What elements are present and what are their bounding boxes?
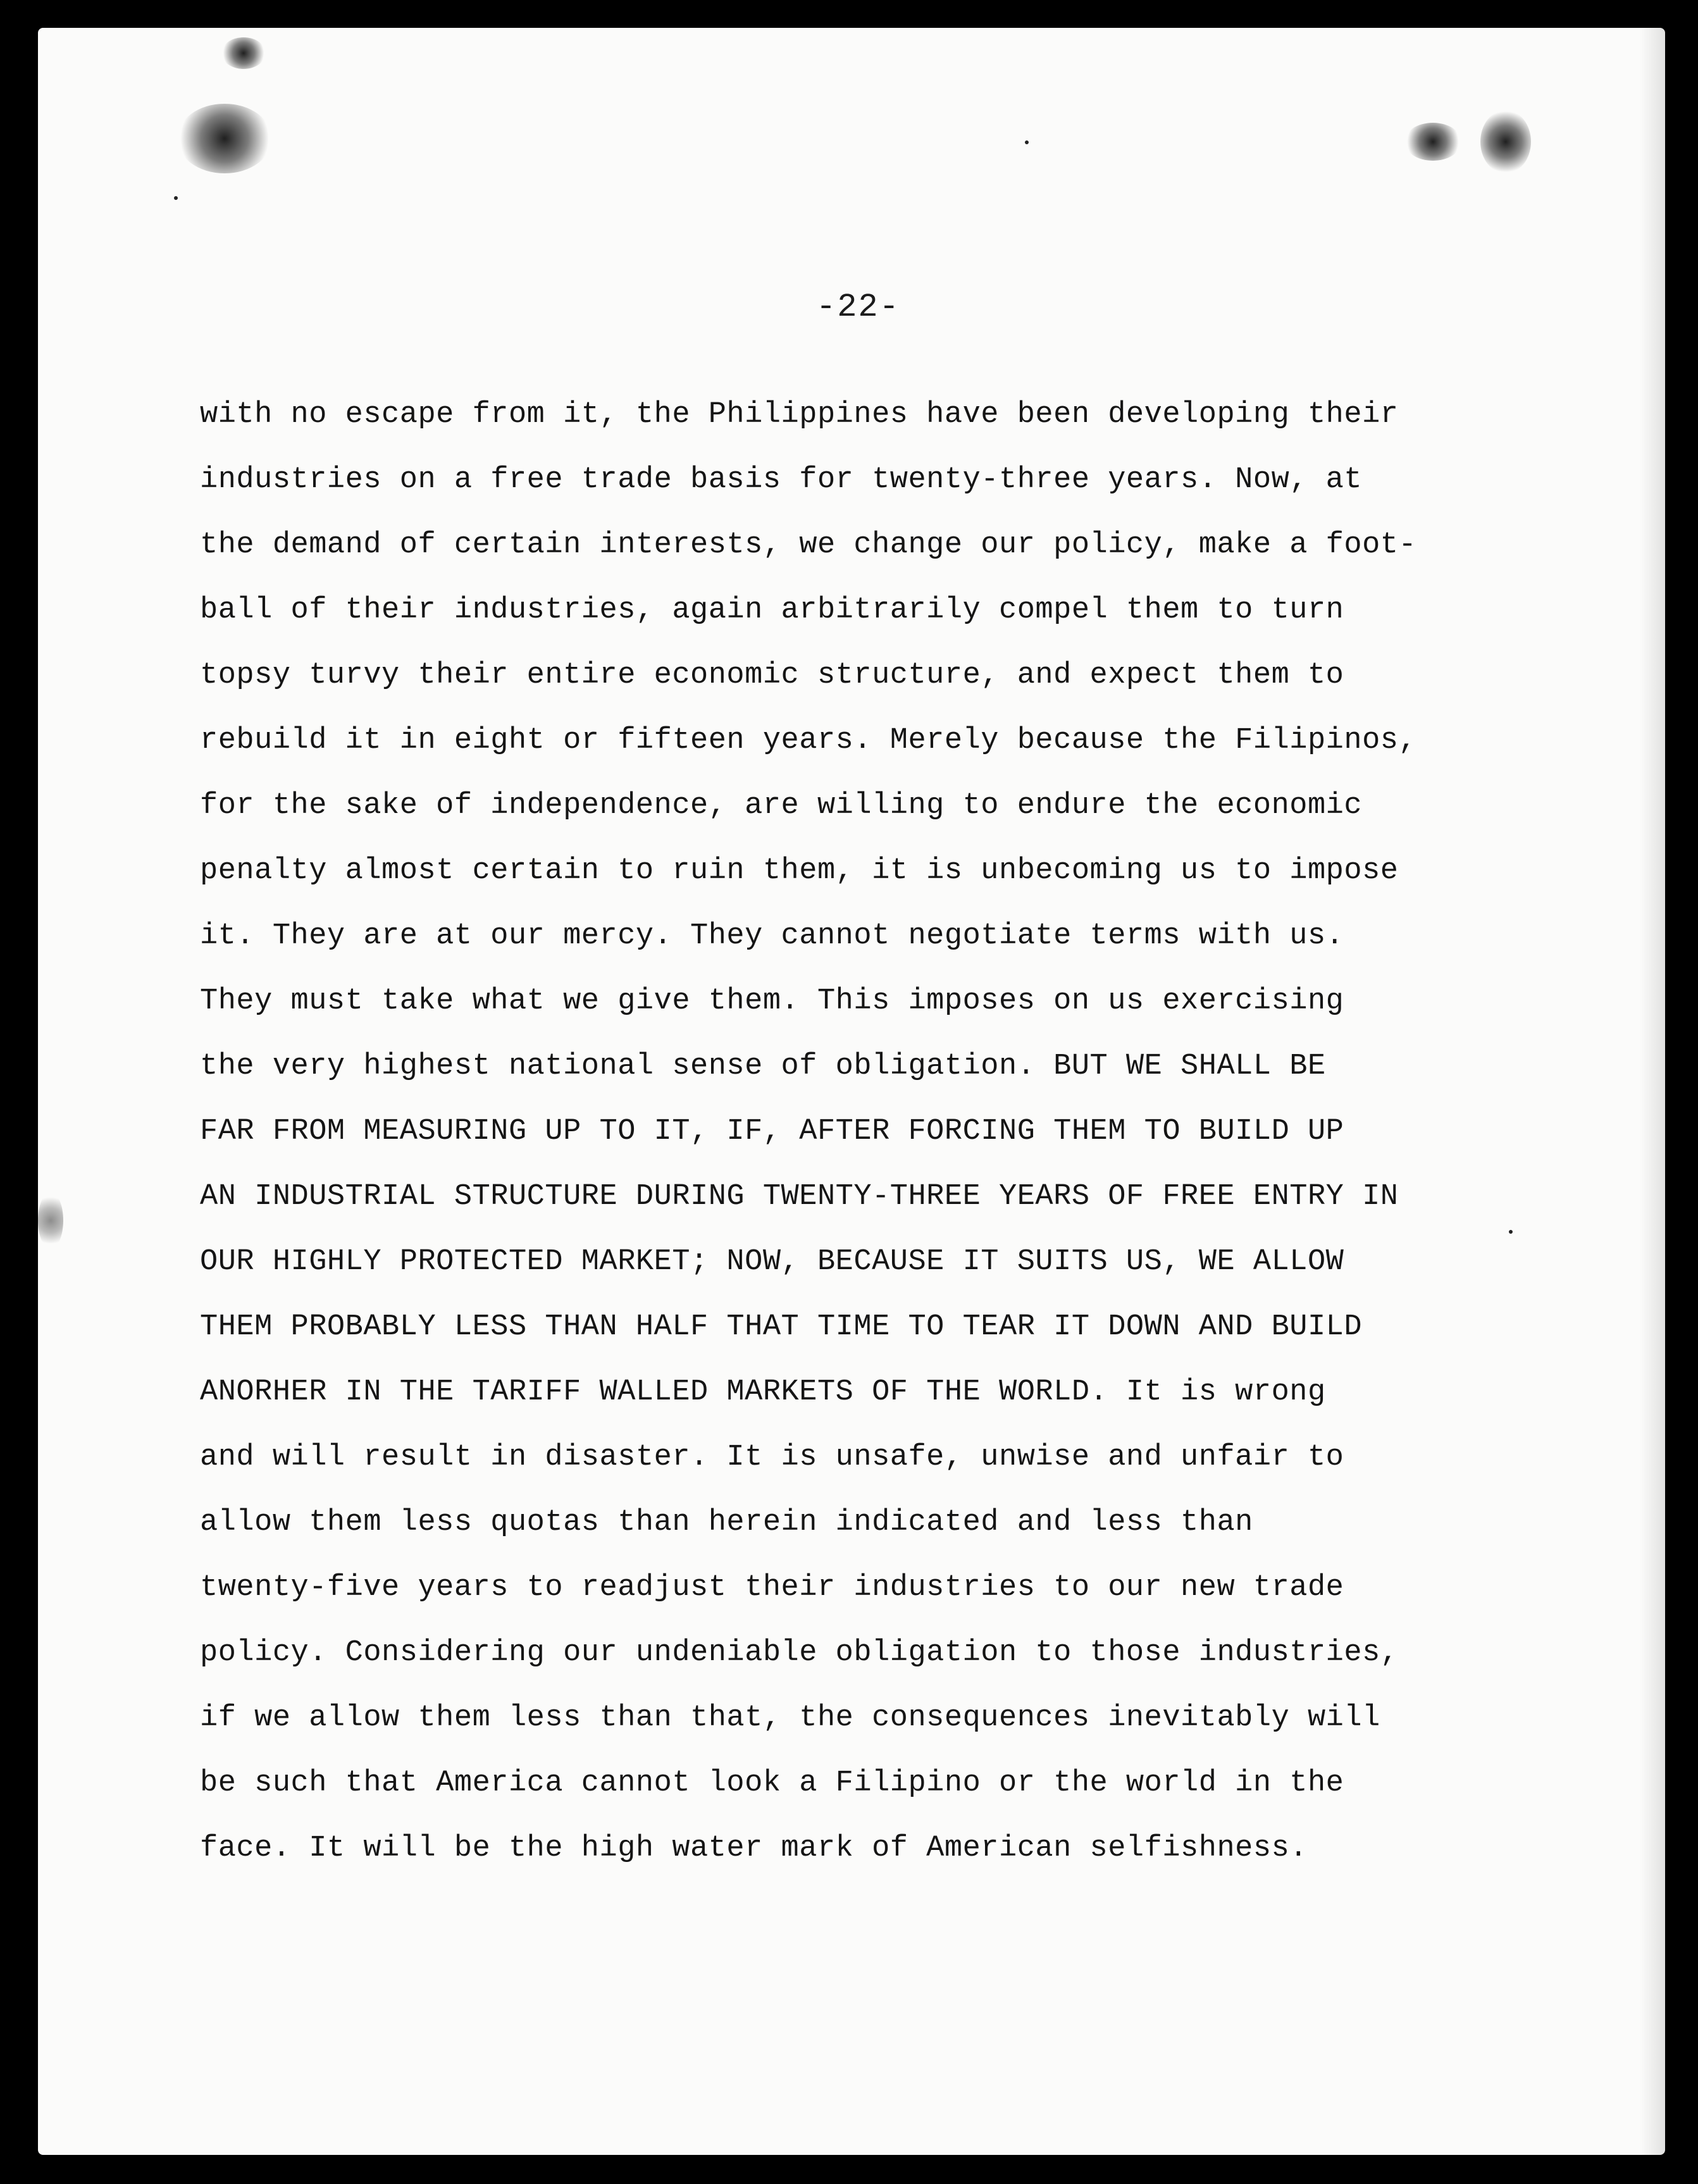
- text-line: AN INDUSTRIAL STRUCTURE DURING TWENTY-THREE YEARS OF FREE ENTRY IN: [200, 1180, 1399, 1213]
- text-line: topsy turvy their entire economic structure, and expect them to: [200, 659, 1344, 692]
- text-line: and will result in disaster. It is unsafe, unwise and unfair to: [200, 1441, 1344, 1474]
- speck: [174, 196, 178, 200]
- text-line: ball of their industries, again arbitrarily compel them to turn: [200, 593, 1344, 627]
- ink-blot-top-right: [1404, 123, 1461, 161]
- text-line: OUR HIGHLY PROTECTED MARKET; NOW, BECAUSE IT SUITS US, WE ALLOW: [200, 1245, 1344, 1279]
- text-line: ANORHER IN THE TARIFF WALLED MARKETS OF THE WORLD. It is wrong: [200, 1375, 1326, 1409]
- text-line: for the sake of independence, are willing to endure the economic: [200, 789, 1363, 822]
- text-line: industries on a free trade basis for twenty-three years. Now, at: [200, 463, 1363, 497]
- body-text: [200, 382, 1573, 1881]
- page-number: -22-: [816, 289, 900, 326]
- text-line: be such that America cannot look a Filipino or the world in the: [200, 1766, 1344, 1800]
- text-line: it. They are at our mercy. They cannot negotiate terms with us.: [200, 919, 1344, 953]
- ink-blot-top-left: [177, 104, 272, 173]
- text-line: rebuild it in eight or fifteen years. Merely because the Filipinos,: [200, 724, 1417, 757]
- text-line: the very highest national sense of obligation. BUT WE SHALL BE: [200, 1050, 1326, 1083]
- speck: [1025, 140, 1029, 144]
- text-line: policy. Considering our undeniable obligation to those industries,: [200, 1636, 1399, 1670]
- text-line: THEM PROBABLY LESS THAN HALF THAT TIME TO TEAR IT DOWN AND BUILD: [200, 1310, 1363, 1344]
- document-page: [38, 28, 1665, 2155]
- text-line: if we allow them less than that, the consequences inevitably will: [200, 1701, 1380, 1735]
- ink-blot-top-right-2: [1480, 110, 1531, 173]
- text-line: the demand of certain interests, we change our policy, make a foot-: [200, 528, 1417, 562]
- text-line: allow them less quotas than herein indicated and less than: [200, 1506, 1253, 1539]
- page-edge-shadow: [1640, 28, 1665, 2155]
- text-line: face. It will be the high water mark of American selfishness.: [200, 1832, 1308, 1865]
- text-line: penalty almost certain to ruin them, it is unbecoming us to impose: [200, 854, 1399, 888]
- ink-blot-top-left-small: [221, 37, 266, 69]
- text-line: with no escape from it, the Philippines have been developing their: [200, 398, 1399, 431]
- ink-blot-left-margin: [38, 1192, 63, 1249]
- text-line: FAR FROM MEASURING UP TO IT, IF, AFTER FORCING THEM TO BUILD UP: [200, 1115, 1344, 1148]
- text-line: They must take what we give them. This imposes on us exercising: [200, 984, 1344, 1018]
- text-line: twenty-five years to readjust their industries to our new trade: [200, 1571, 1344, 1604]
